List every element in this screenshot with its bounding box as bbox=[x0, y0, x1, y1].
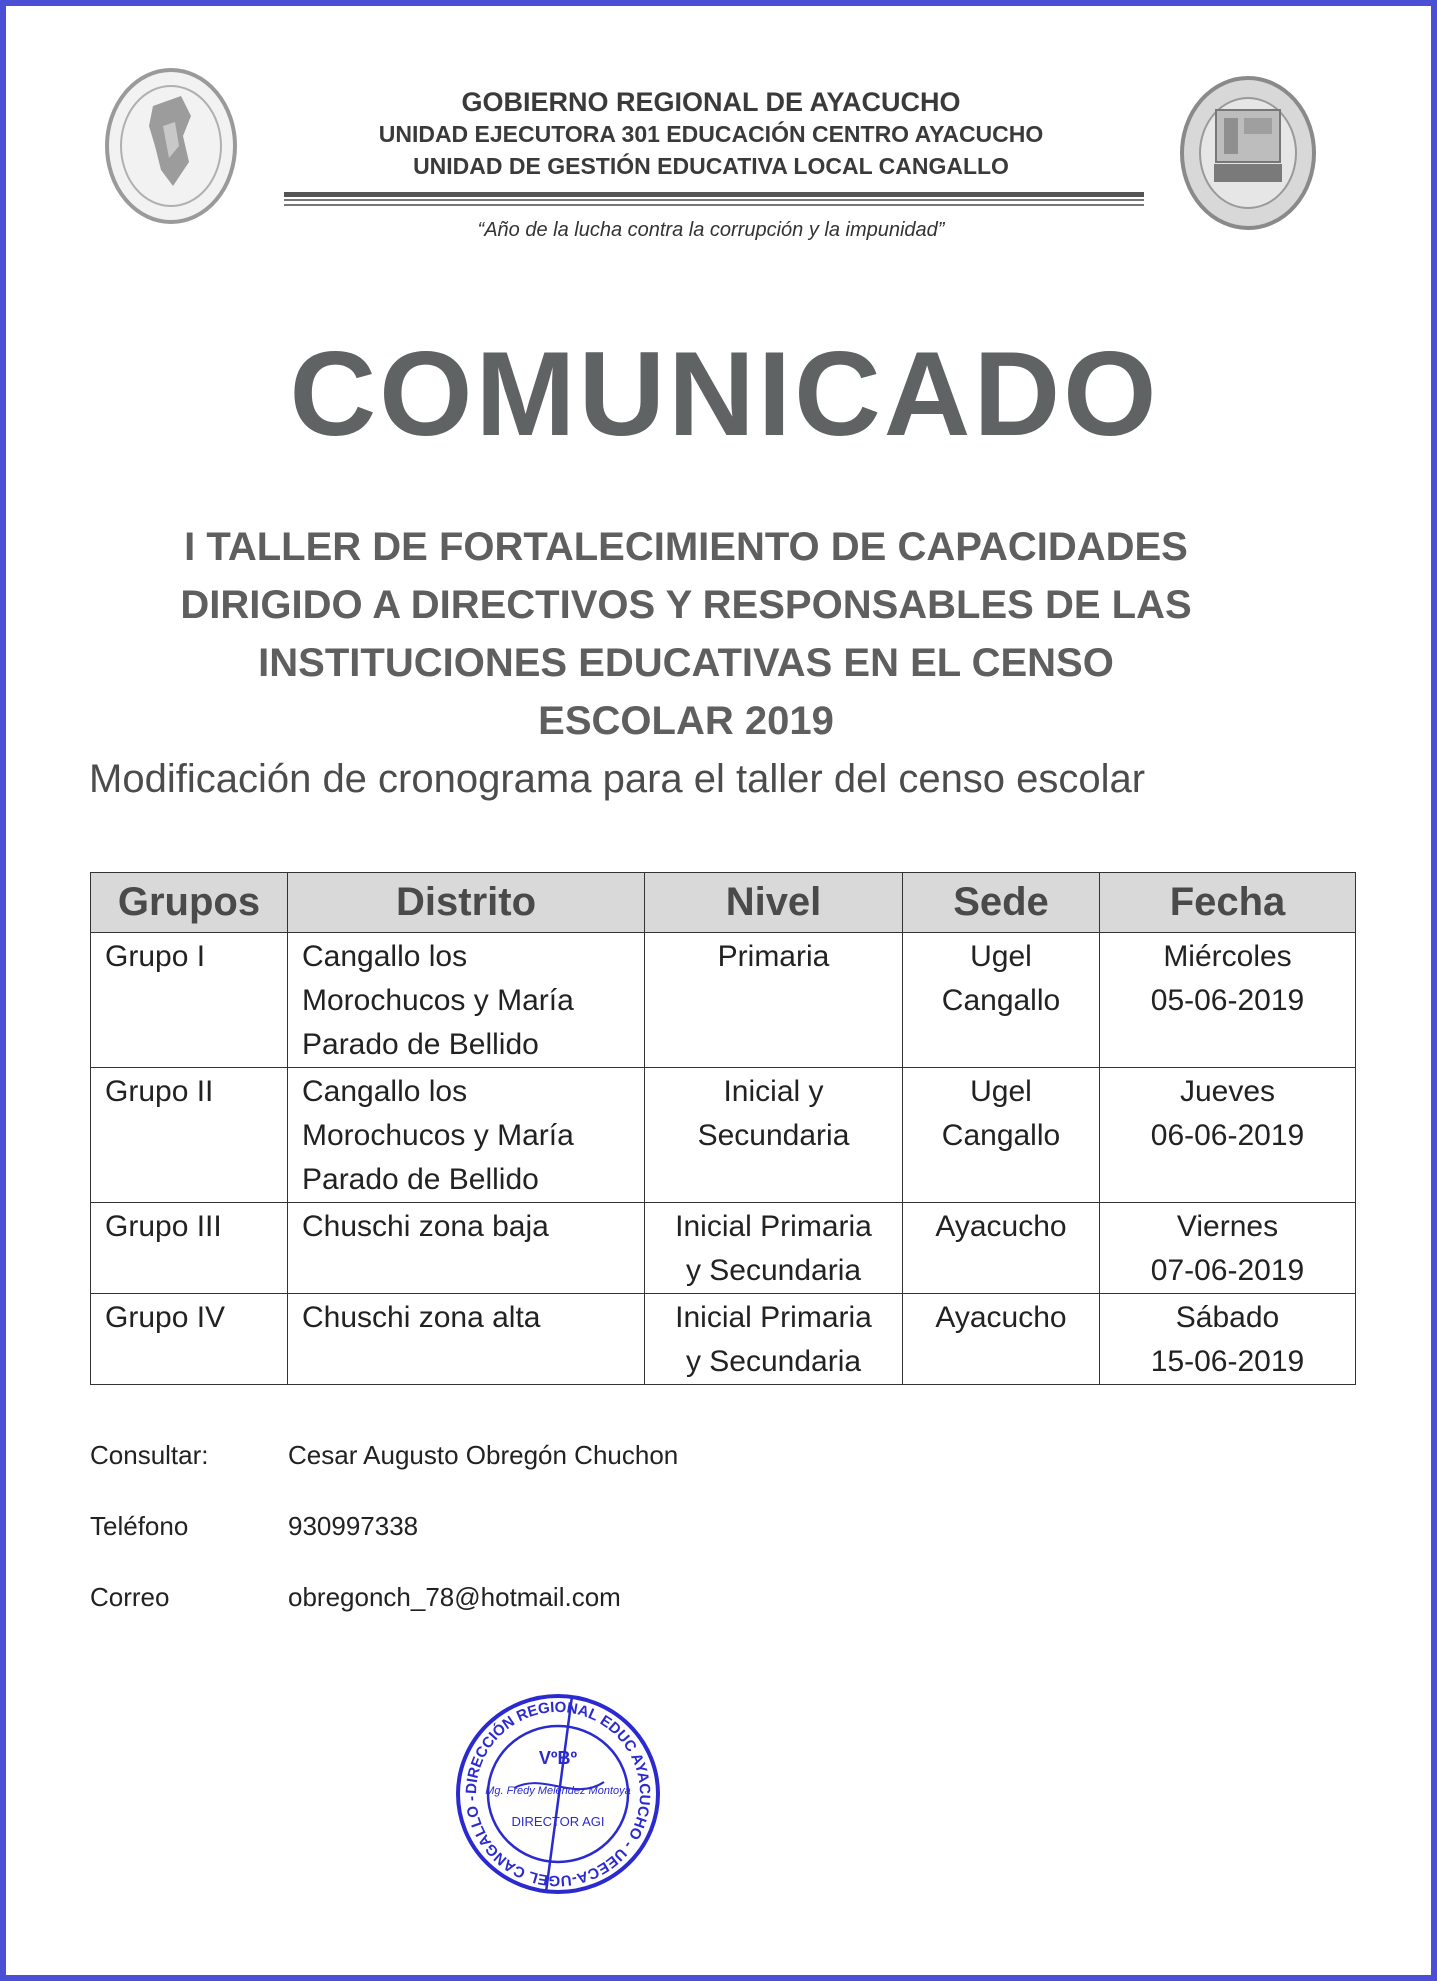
cell-nivel bbox=[645, 1294, 903, 1385]
cell-grupo bbox=[91, 1294, 288, 1385]
cell-line: Primaria bbox=[717, 940, 830, 973]
cell-line: Inicial Primaria bbox=[675, 1301, 872, 1334]
cell-line: Morochucos y María bbox=[302, 1119, 574, 1152]
cell-grupo bbox=[91, 933, 288, 1068]
stamp-role: DIRECTOR AGI bbox=[511, 1814, 605, 1829]
cell-line: Ugel bbox=[970, 1075, 1032, 1108]
cell-line: Viernes bbox=[1176, 1210, 1279, 1243]
cell-distrito bbox=[288, 1203, 645, 1294]
table-header-row bbox=[91, 873, 1356, 933]
consult-label: Consultar: bbox=[90, 1440, 209, 1470]
column-header-sede: Sede bbox=[903, 873, 1100, 933]
cell-line: Chuschi zona alta bbox=[302, 1301, 541, 1334]
cell-distrito bbox=[288, 933, 645, 1068]
header-rule bbox=[284, 204, 1144, 206]
event-title bbox=[106, 518, 1266, 750]
cell-fecha bbox=[1100, 1068, 1356, 1203]
ueeca-seal-icon bbox=[1178, 74, 1318, 232]
cell-distrito bbox=[288, 1068, 645, 1203]
email-value: obregonch_78@hotmail.com bbox=[288, 1582, 621, 1612]
cell-line: 07-06-2019 bbox=[1150, 1254, 1305, 1287]
cell-fecha bbox=[1100, 1203, 1356, 1294]
cell-line: Morochucos y María bbox=[302, 984, 574, 1017]
cell-line: Jueves bbox=[1179, 1075, 1276, 1108]
cell-grupo bbox=[91, 1068, 288, 1203]
cell-line: Grupo II bbox=[105, 1075, 214, 1108]
cell-line: Chuschi zona baja bbox=[302, 1210, 549, 1243]
cell-line: Ayacucho bbox=[935, 1210, 1067, 1243]
cell-line: Secundaria bbox=[697, 1119, 850, 1152]
cell-line: Inicial Primaria bbox=[675, 1210, 872, 1243]
header-rule bbox=[284, 192, 1144, 197]
header-line-2: UNIDAD EJECUTORA 301 EDUCACIÓN CENTRO AYACUCHO bbox=[378, 121, 1044, 147]
event-title-line: INSTITUCIONES EDUCATIVAS EN EL CENSO bbox=[258, 641, 1114, 685]
page-title: COMUNICADO bbox=[289, 327, 1160, 461]
cell-grupo bbox=[91, 1203, 288, 1294]
phone-label: Teléfono bbox=[90, 1511, 189, 1541]
cell-line: Grupo IV bbox=[105, 1301, 226, 1334]
stamp-ring-text: DIRECCIÓN REGIONAL EDUC AYACUCHO - UEECA-UGEL CANGALLO - bbox=[462, 1698, 654, 1890]
cell-nivel bbox=[645, 933, 903, 1068]
cell-line: Parado de Bellido bbox=[302, 1163, 539, 1196]
cell-line: Ugel bbox=[970, 940, 1032, 973]
cell-line: Grupo I bbox=[105, 940, 206, 973]
stamp-vb: VºBº bbox=[538, 1748, 578, 1768]
table-row bbox=[91, 1294, 1356, 1385]
cell-line: y Secundaria bbox=[685, 1254, 862, 1287]
stamp-name: Mg. Fredy Melendez Montoya bbox=[485, 1785, 631, 1797]
cell-line: Cangallo bbox=[941, 1119, 1061, 1152]
cell-line: Grupo III bbox=[105, 1210, 222, 1243]
event-title-line: I TALLER DE FORTALECIMIENTO DE CAPACIDADES bbox=[184, 525, 1188, 569]
cell-nivel bbox=[645, 1068, 903, 1203]
year-motto: “Año de la lucha contra la corrupción y la impunidad” bbox=[477, 219, 945, 241]
schedule-table bbox=[90, 872, 1356, 1385]
cell-line: Ayacucho bbox=[935, 1301, 1067, 1334]
cell-line: y Secundaria bbox=[685, 1345, 862, 1378]
header-line-1: GOBIERNO REGIONAL DE AYACUCHO bbox=[461, 87, 961, 117]
cell-sede bbox=[903, 1068, 1100, 1203]
consult-name: Cesar Augusto Obregón Chuchon bbox=[288, 1440, 679, 1470]
cell-sede bbox=[903, 933, 1100, 1068]
cell-line: Sábado bbox=[1175, 1301, 1280, 1334]
cell-sede bbox=[903, 1294, 1100, 1385]
cell-fecha bbox=[1100, 1294, 1356, 1385]
event-title-line: DIRIGIDO A DIRECTIVOS Y RESPONSABLES DE LAS bbox=[180, 583, 1192, 627]
cell-nivel bbox=[645, 1203, 903, 1294]
table-row bbox=[91, 933, 1356, 1068]
phone-value: 930997338 bbox=[288, 1511, 419, 1541]
email-label: Correo bbox=[90, 1582, 170, 1612]
cell-line: Cangallo los bbox=[302, 940, 468, 973]
cell-line: 15-06-2019 bbox=[1150, 1345, 1305, 1378]
cell-line: 05-06-2019 bbox=[1150, 984, 1305, 1017]
event-title-line: ESCOLAR 2019 bbox=[538, 699, 834, 743]
cell-line: Inicial y bbox=[723, 1075, 824, 1108]
cell-line: Cangallo bbox=[941, 984, 1061, 1017]
cell-fecha bbox=[1100, 933, 1356, 1068]
cell-line: Parado de Bellido bbox=[302, 1028, 539, 1061]
cell-sede bbox=[903, 1203, 1100, 1294]
cell-distrito bbox=[288, 1294, 645, 1385]
column-header-nivel: Nivel bbox=[645, 873, 903, 933]
regional-government-seal-icon bbox=[103, 66, 239, 226]
column-header-distrito: Distrito bbox=[288, 873, 645, 933]
schedule-modification-note: Modificación de cronograma para el taller del censo escolar bbox=[89, 757, 1146, 801]
header-rule bbox=[284, 199, 1144, 201]
header-block bbox=[276, 86, 1146, 182]
column-header-grupos: Grupos bbox=[91, 873, 288, 933]
director-stamp-icon bbox=[454, 1692, 662, 1896]
column-header-fecha: Fecha bbox=[1100, 873, 1356, 933]
cell-line: Miércoles bbox=[1163, 940, 1292, 973]
table-row bbox=[91, 1068, 1356, 1203]
header-line-3: UNIDAD DE GESTIÓN EDUCATIVA LOCAL CANGALLO bbox=[413, 153, 1009, 179]
table-row bbox=[91, 1203, 1356, 1294]
cell-line: Cangallo los bbox=[302, 1075, 468, 1108]
cell-line: 06-06-2019 bbox=[1150, 1119, 1305, 1152]
